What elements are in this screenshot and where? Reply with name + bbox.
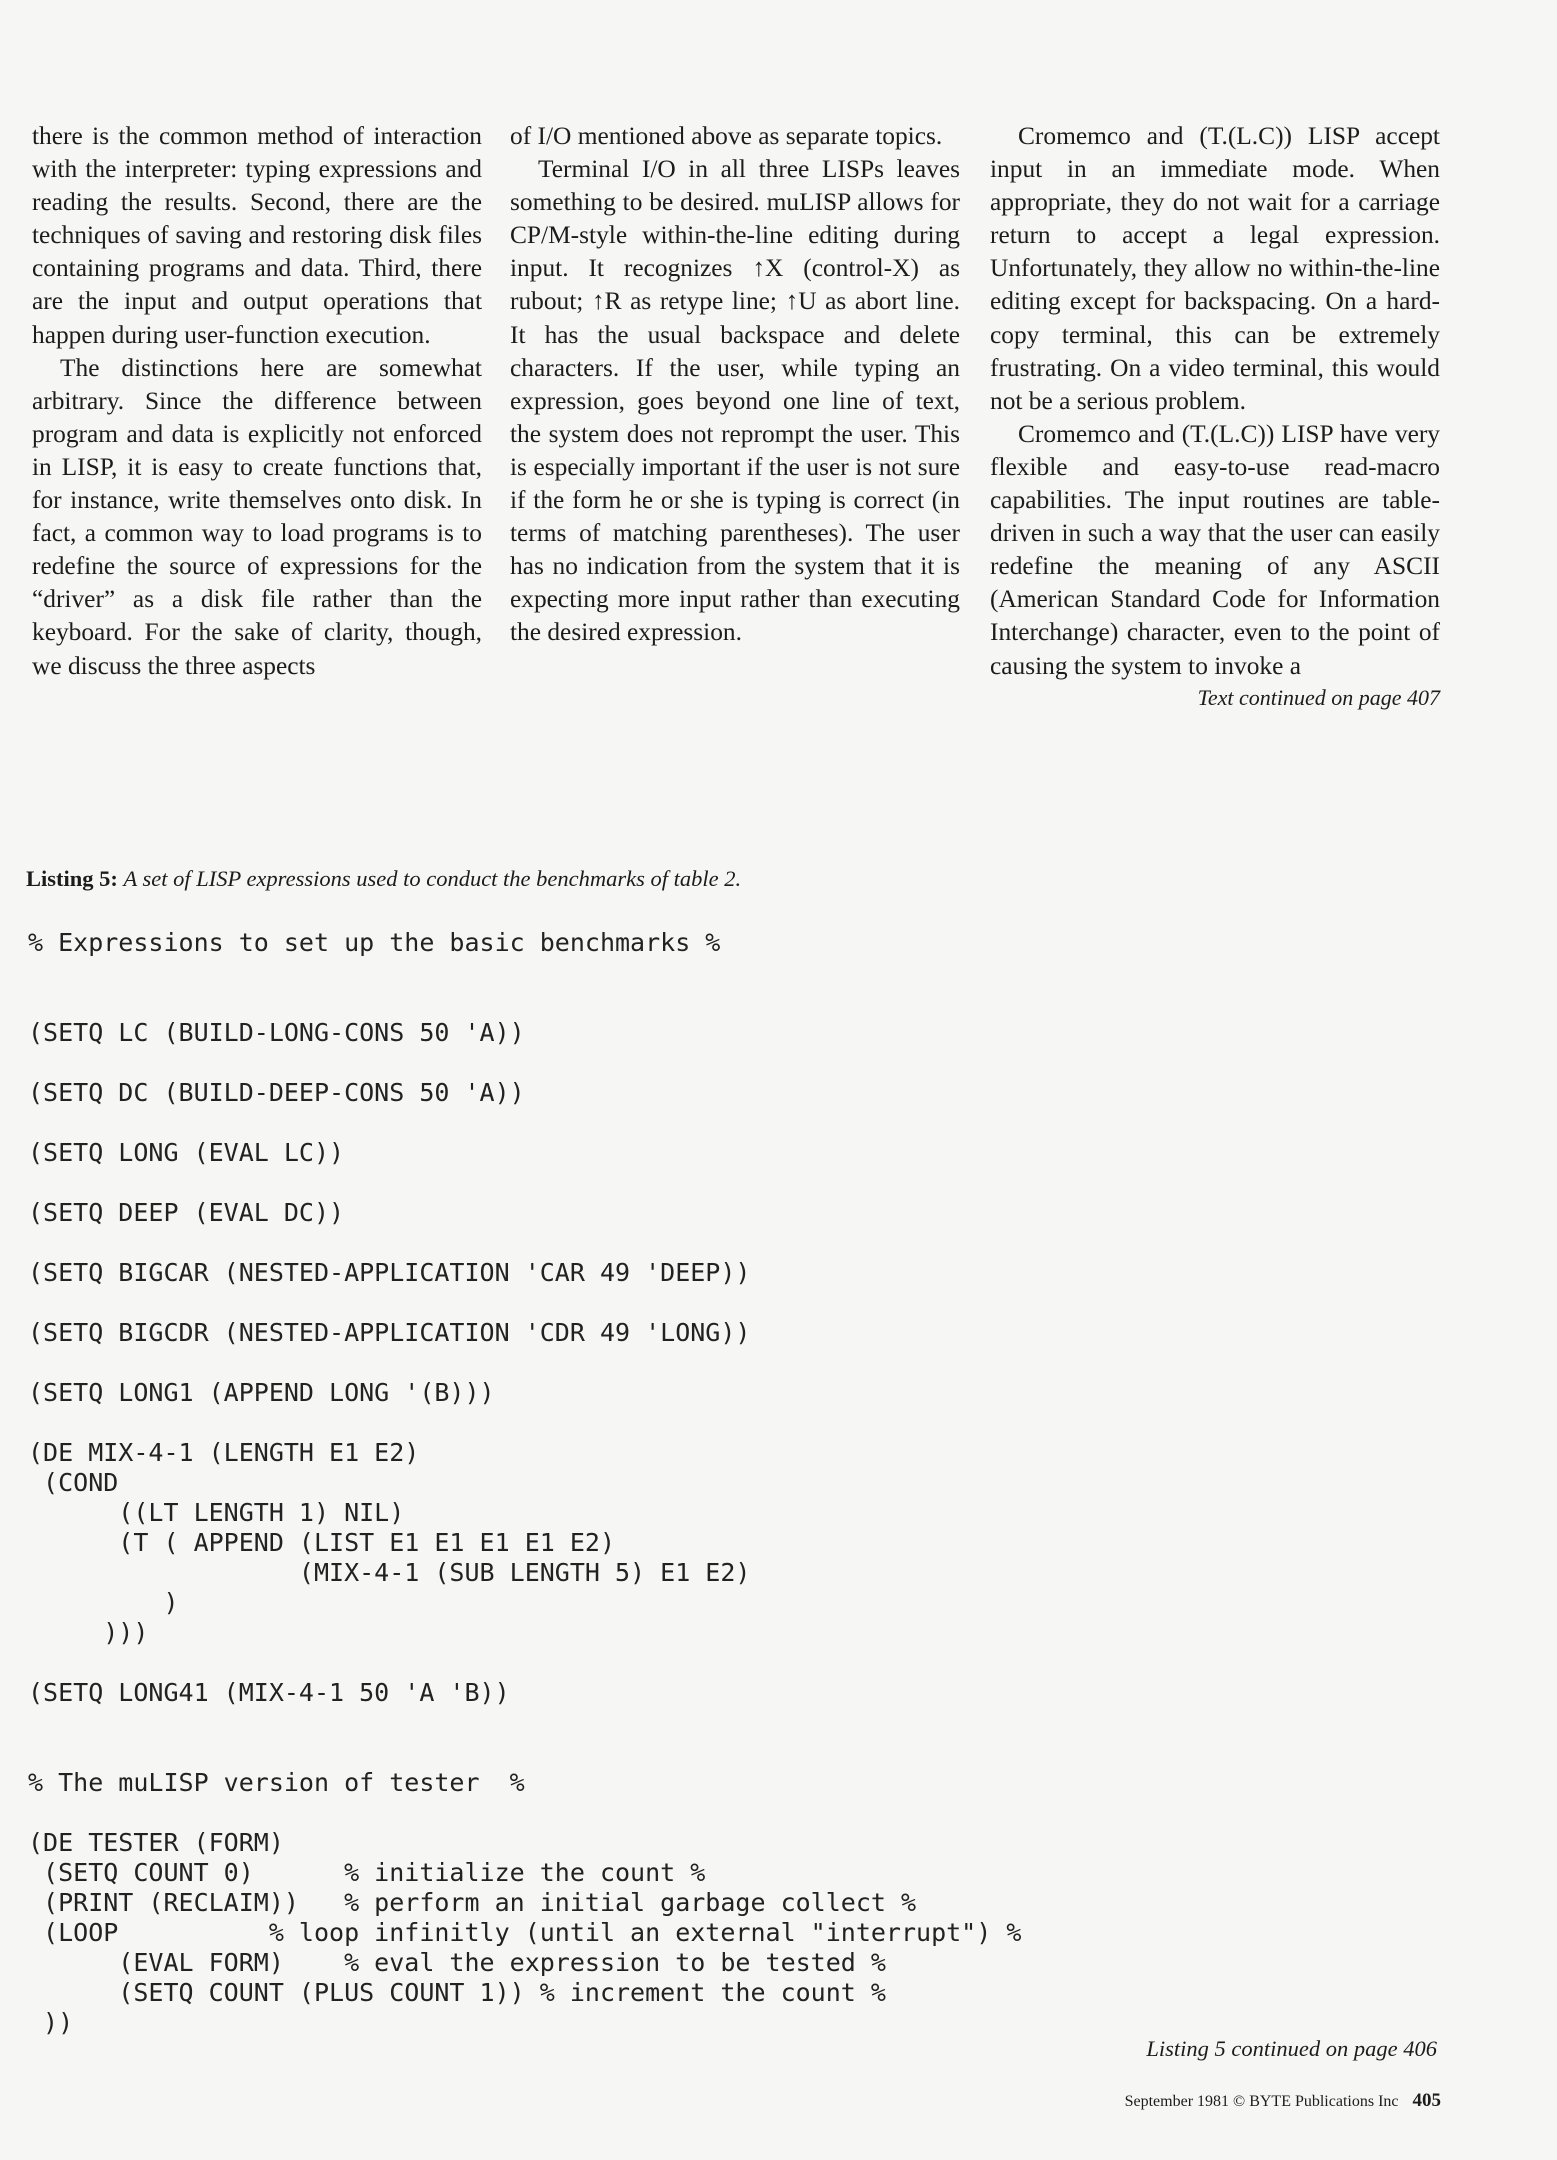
paragraph: Cromemco and (T.(L.C)) LISP accept input in an immediate mode. When appropriate, they do not wait for a carriage return to accept a legal expression. Unfortunately, they allow no within-the-line editing except for backspacing. On a hard-copy terminal, this can be extremely frustrating. On a video terminal, this would not be a serious problem. — [990, 122, 1440, 415]
listing-label: Listing 5: — [26, 866, 118, 891]
paragraph: The distinctions here are somewhat arbitrary. Since the difference between program and data is explicitly not enforced in LISP, it is easy to create functions that, for instance, write themselves onto disk. In fact, a common way to load programs is to redefine the source of expressions for the “driver” as a disk file rather than the keyboard. For the sake of clarity, though, we discuss the three aspects — [32, 353, 482, 680]
paragraph: Cromemco and (T.(L.C)) LISP have very flexible and easy-to-use read-macro capabilities. The input routines are table-driven in such a way that the user can easily redefine the meaning of any ASCII (American Standard Code for Information Interchange) character, even to the point of causing the system to invoke a — [990, 419, 1440, 680]
text-column-3 — [990, 120, 1440, 713]
footer-credit: September 1981 © BYTE Publications Inc — [1124, 2093, 1399, 2110]
text-column-2 — [510, 120, 960, 650]
page-footer — [1125, 2090, 1441, 2113]
page-number: 405 — [1412, 2090, 1441, 2111]
listing-caption-text: A set of LISP expressions used to conduct the benchmarks of table 2. — [123, 866, 742, 891]
paragraph: of I/O mentioned above as separate topics. — [510, 122, 943, 150]
paragraph: there is the common method of interaction with the interpreter: typing expressions and reading the results. Second, there are the techniques of saving and restoring disk files containing programs and data. Third, there are the input and output operations that happen during user-function execution. — [32, 122, 482, 349]
text-continued-note: Text continued on page 407 — [1197, 684, 1440, 710]
listing-continued-note: Listing 5 continued on page 406 — [1146, 2036, 1437, 2061]
paragraph: Terminal I/O in all three LISPs leaves something to be desired. muLISP allows for CP/M-style within-the-line editing during input. It recognizes ↑X (control-X) as rubout; ↑R as retype line; ↑U as abort line. It has the usual backspace and delete characters. If the user, while typing an expression, goes beyond one line of text, the system does not reprompt the user. This is especially important if the user is not sure if the form he or she is typing is correct (in terms of matching parentheses). The user has no indication from the system that it is expecting more input rather than executing the desired expression. — [510, 155, 960, 647]
text-column-1 — [32, 120, 482, 683]
code-listing: % Expressions to set up the basic benchmarks % (SETQ LC (BUILD-LONG-CONS 50 'A)) (SETQ DC (BUILD-DEEP-CONS 50 'A)) (SETQ LONG (EVAL LC)) (SETQ DEEP (EVAL DC)) (SETQ BIGCAR (NESTED-APPLICATION 'CAR 49 'DEEP)) (SETQ BIGCDR (NESTED-APPLICATION 'CDR 49 'LONG)) (SETQ LONG1 (APPEND LONG '(B))) (DE MIX-4-1 (LENGTH E1 E2) (COND ((LT LENGTH 1) NIL) (T ( APPEND (LIST E1 E1 E1 E1 E2) (MIX-4-1 (SUB LENGTH 5) E1 E2) ) ))) (SETQ LONG41 (MIX-4-1 50 'A 'B)) % The muLISP version of tester % (DE TESTER (FORM) (SETQ COUNT 0) % initialize the count % (PRINT (RECLAIM)) % perform an initial garbage collect % (LOOP % loop infinitly (until an external "interrupt") % (EVAL FORM) % eval the expression to be tested % (SETQ COUNT (PLUS COUNT 1)) % increment the count % )) — [28, 928, 1022, 2037]
listing-caption — [26, 864, 1506, 894]
